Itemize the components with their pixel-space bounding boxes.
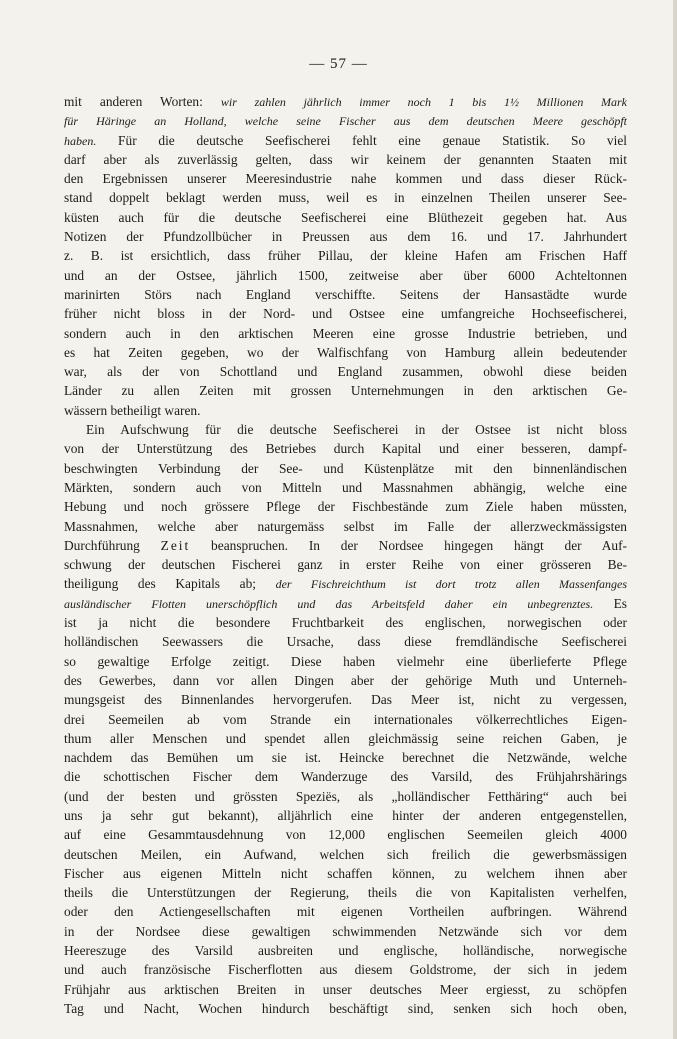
text-segment: deutschen Meilen, ein Aufwand, welchen sich freilich die gewerbsmässigen <box>64 846 627 862</box>
text-line <box>64 922 627 941</box>
text-segment: es hat Zeiten gegeben, wo der Walfischfang von Hamburg allein bedeutender <box>64 344 627 360</box>
text-line <box>64 478 627 497</box>
text-segment: beanspruchen. In der Nordsee hingegen hängt der Auf- <box>190 537 627 553</box>
text-line <box>64 459 627 478</box>
text-segment: Massnahmen, welche aber naturgemäss selbst im Falle der allerzweckmässigsten <box>64 518 627 534</box>
text-segment: Hebung und noch grössere Pflege der Fischbestände zum Ziele haben müssten, <box>64 499 627 515</box>
text-line <box>64 632 627 651</box>
text-line <box>64 883 627 902</box>
text-segment: darf aber als zuverlässig gelten, dass wir keinem der genannten Staaten mit <box>64 151 627 167</box>
text-line <box>64 266 627 285</box>
text-segment: Tag und Nacht, Wochen hindurch beschäftigt sind, senken sich hoch oben, <box>64 1000 627 1016</box>
italic-text: wir zahlen jährlich immer noch 1 bis 1½ Millionen Mark <box>220 95 627 109</box>
text-line <box>64 902 627 921</box>
text-line <box>64 729 627 748</box>
text-segment: ist ja nicht die besondere Fruchtbarkeit des englischen, norwegischen oder <box>64 615 627 631</box>
text-line <box>64 169 627 188</box>
text-line <box>64 594 627 613</box>
text-segment: theiligung des Kapitals ab; <box>64 576 276 592</box>
text-line <box>64 227 627 246</box>
text-line <box>64 285 627 304</box>
text-line <box>64 806 627 825</box>
text-segment: früher nicht bloss in der Nord- und Ostsee eine umfangreiche Hochseefischerei, <box>64 306 627 322</box>
text-line <box>64 188 627 207</box>
text-segment: auf eine Gesammtausdehnung von 12,000 englischen Seemeilen gleich 4000 <box>64 827 627 843</box>
text-segment: stand doppelt beklagt werden muss, weil es in einzelnen Theilen unserer See- <box>64 190 627 206</box>
text-segment: Für die deutsche Seefischerei fehlt eine genaue Statistik. So viel <box>96 132 627 148</box>
text-line <box>64 710 627 729</box>
text-segment: Heereszuge des Varsild ausbreiten und englische, holländische, norwegische <box>64 943 627 959</box>
text-line <box>64 343 627 362</box>
text-segment: drei Seemeilen ab vom Strande ein internationales völkerrechtliches Eigen- <box>64 711 627 727</box>
text-segment: Es <box>593 595 627 611</box>
text-segment: und an der Ostsee, jährlich 1500, zeitweise aber über 6000 Achteltonnen <box>64 267 627 283</box>
body-text <box>64 92 627 1018</box>
text-line <box>64 92 627 111</box>
text-segment: war, als der von Schottland und England zusammen, obwohl diese beiden <box>64 364 627 380</box>
text-segment: beschwingten Verbindung der See- und Küstenplätze mit den binnenländischen <box>64 460 627 476</box>
text-segment: so gewaltige Erfolge zeitigt. Diese haben vielmehr eine überlieferte Pflege <box>64 653 627 669</box>
text-segment: (und der besten und grössten Speziës, als „holländischer Fetthäring“ auch bei <box>64 788 627 804</box>
text-line <box>64 517 627 536</box>
text-segment: z. B. ist ersichtlich, dass früher Pillau, der kleine Hafen am Frischen Haff <box>64 248 627 264</box>
text-line <box>64 324 627 343</box>
italic-text: der Fischreichthum ist dort trotz allen Massenfanges <box>275 577 627 592</box>
text-line <box>64 652 627 671</box>
page-number: — 57 — <box>309 56 368 72</box>
text-line <box>64 690 627 709</box>
text-line <box>64 439 627 458</box>
text-segment: Fischer aus eigenen Mitteln nicht schaffen können, zu welchem ihnen aber <box>64 865 627 881</box>
text-line <box>64 150 627 169</box>
text-line <box>64 381 627 400</box>
text-line <box>64 536 627 555</box>
text-segment: schwung der deutschen Fischerei ganz in erster Reihe von einer grösseren Be- <box>64 557 627 573</box>
text-segment: wässern betheiligt waren. <box>64 402 201 418</box>
text-segment: küsten auch für die deutsche Seefischerei eine Blüthezeit gegeben hat. Aus <box>64 209 627 225</box>
text-segment: von der Unterstützung des Betriebes durch Kapital und einer besseren, dampf- <box>64 441 627 457</box>
text-segment: Ein Aufschwung für die deutsche Seefischerei in der Ostsee ist nicht bloss <box>86 422 627 438</box>
text-segment: theils die Unterstützungen der Regierung, theils die von Kapitalisten verhelfen, <box>64 885 627 901</box>
text-segment: holländischen Seewassers die Ursache, dass diese fremdländische Seefischerei <box>64 634 627 650</box>
text-segment: mungsgeist des Binnenlandes hervorgerufen. Das Meer ist, nicht zu vergessen, <box>64 692 627 708</box>
italic-text: haben. <box>64 133 97 148</box>
text-segment: nachdem das Bemühen um sie ist. Heincke berechnet die Netzwände, welche <box>64 750 627 766</box>
text-line <box>64 825 627 844</box>
text-line <box>64 999 627 1018</box>
text-line <box>64 304 627 323</box>
text-segment: des Gewerbes, dann vor allen Dingen aber der gehörige Muth und Unterneh- <box>64 672 627 688</box>
text-line <box>64 767 627 786</box>
text-segment: in der Nordsee diese gewaltigen schwimmenden Netzwände sich vor dem <box>64 923 627 939</box>
text-line <box>64 555 627 574</box>
text-segment: und auch französische Fischerflotten aus diesem Goldstrome, der sich in jedem <box>64 962 627 978</box>
text-segment: den Ergebnissen unserer Meeresindustrie nahe kommen und dass dieser Rück- <box>64 171 627 187</box>
text-segment: Länder zu allen Zeiten mit grossen Unternehmungen in den arktischen Ge- <box>64 383 627 399</box>
text-line <box>64 613 627 632</box>
text-segment: sondern auch in den arktischen Meeren eine grosse Industrie betrieben, und <box>64 325 627 341</box>
text-line <box>64 111 627 130</box>
text-line <box>64 574 627 593</box>
text-line <box>64 208 627 227</box>
text-line <box>64 748 627 767</box>
spaced-text: Zeit <box>160 537 191 553</box>
text-line <box>64 980 627 999</box>
text-line <box>64 420 627 439</box>
text-line <box>64 787 627 806</box>
text-line <box>64 246 627 265</box>
text-line <box>64 864 627 883</box>
text-segment: Notizen der Pfundzollbücher in Preussen aus dem 16. und 17. Jahrhundert <box>64 229 627 245</box>
text-segment: oder den Actiengesellschaften mit eigenen Vortheilen aufbringen. Während <box>64 904 627 920</box>
text-segment: uns ja sehr gut bekannt), alljährlich eine hinter der anderen entgegenstellen, <box>64 807 627 823</box>
text-segment: thum aller Menschen und spendet allen gleichmässig seine reichen Gaben, je <box>64 730 627 746</box>
text-line <box>64 941 627 960</box>
text-segment: mit anderen Worten: <box>64 94 221 109</box>
text-line <box>64 497 627 516</box>
italic-text: für Häringe an Holland, welche seine Fischer aus dem deutschen Meere geschöpft <box>64 114 627 129</box>
text-segment: marinirten Störs nach England verschiffte. Seitens der Hansastädte wurde <box>64 286 627 302</box>
text-segment: Durchführung <box>64 537 161 553</box>
text-segment: Frühjahr aus arktischen Breiten in unser deutsches Meer ergiesst, zu schöpfen <box>64 981 627 997</box>
text-line <box>64 960 627 979</box>
text-line <box>64 401 627 420</box>
text-line <box>64 845 627 864</box>
text-line <box>64 362 627 381</box>
text-line <box>64 131 627 150</box>
text-segment: die schottischen Fischer dem Wanderzuge des Varsild, des Frühjahrshärings <box>64 769 627 785</box>
text-line <box>64 671 627 690</box>
text-segment: Märkten, sondern auch von Mitteln und Massnahmen abhängig, welche eine <box>64 479 627 495</box>
italic-text: ausländischer Flotten unerschöpflich und das Arbeitsfeld daher ein unbegrenztes. <box>64 596 594 611</box>
